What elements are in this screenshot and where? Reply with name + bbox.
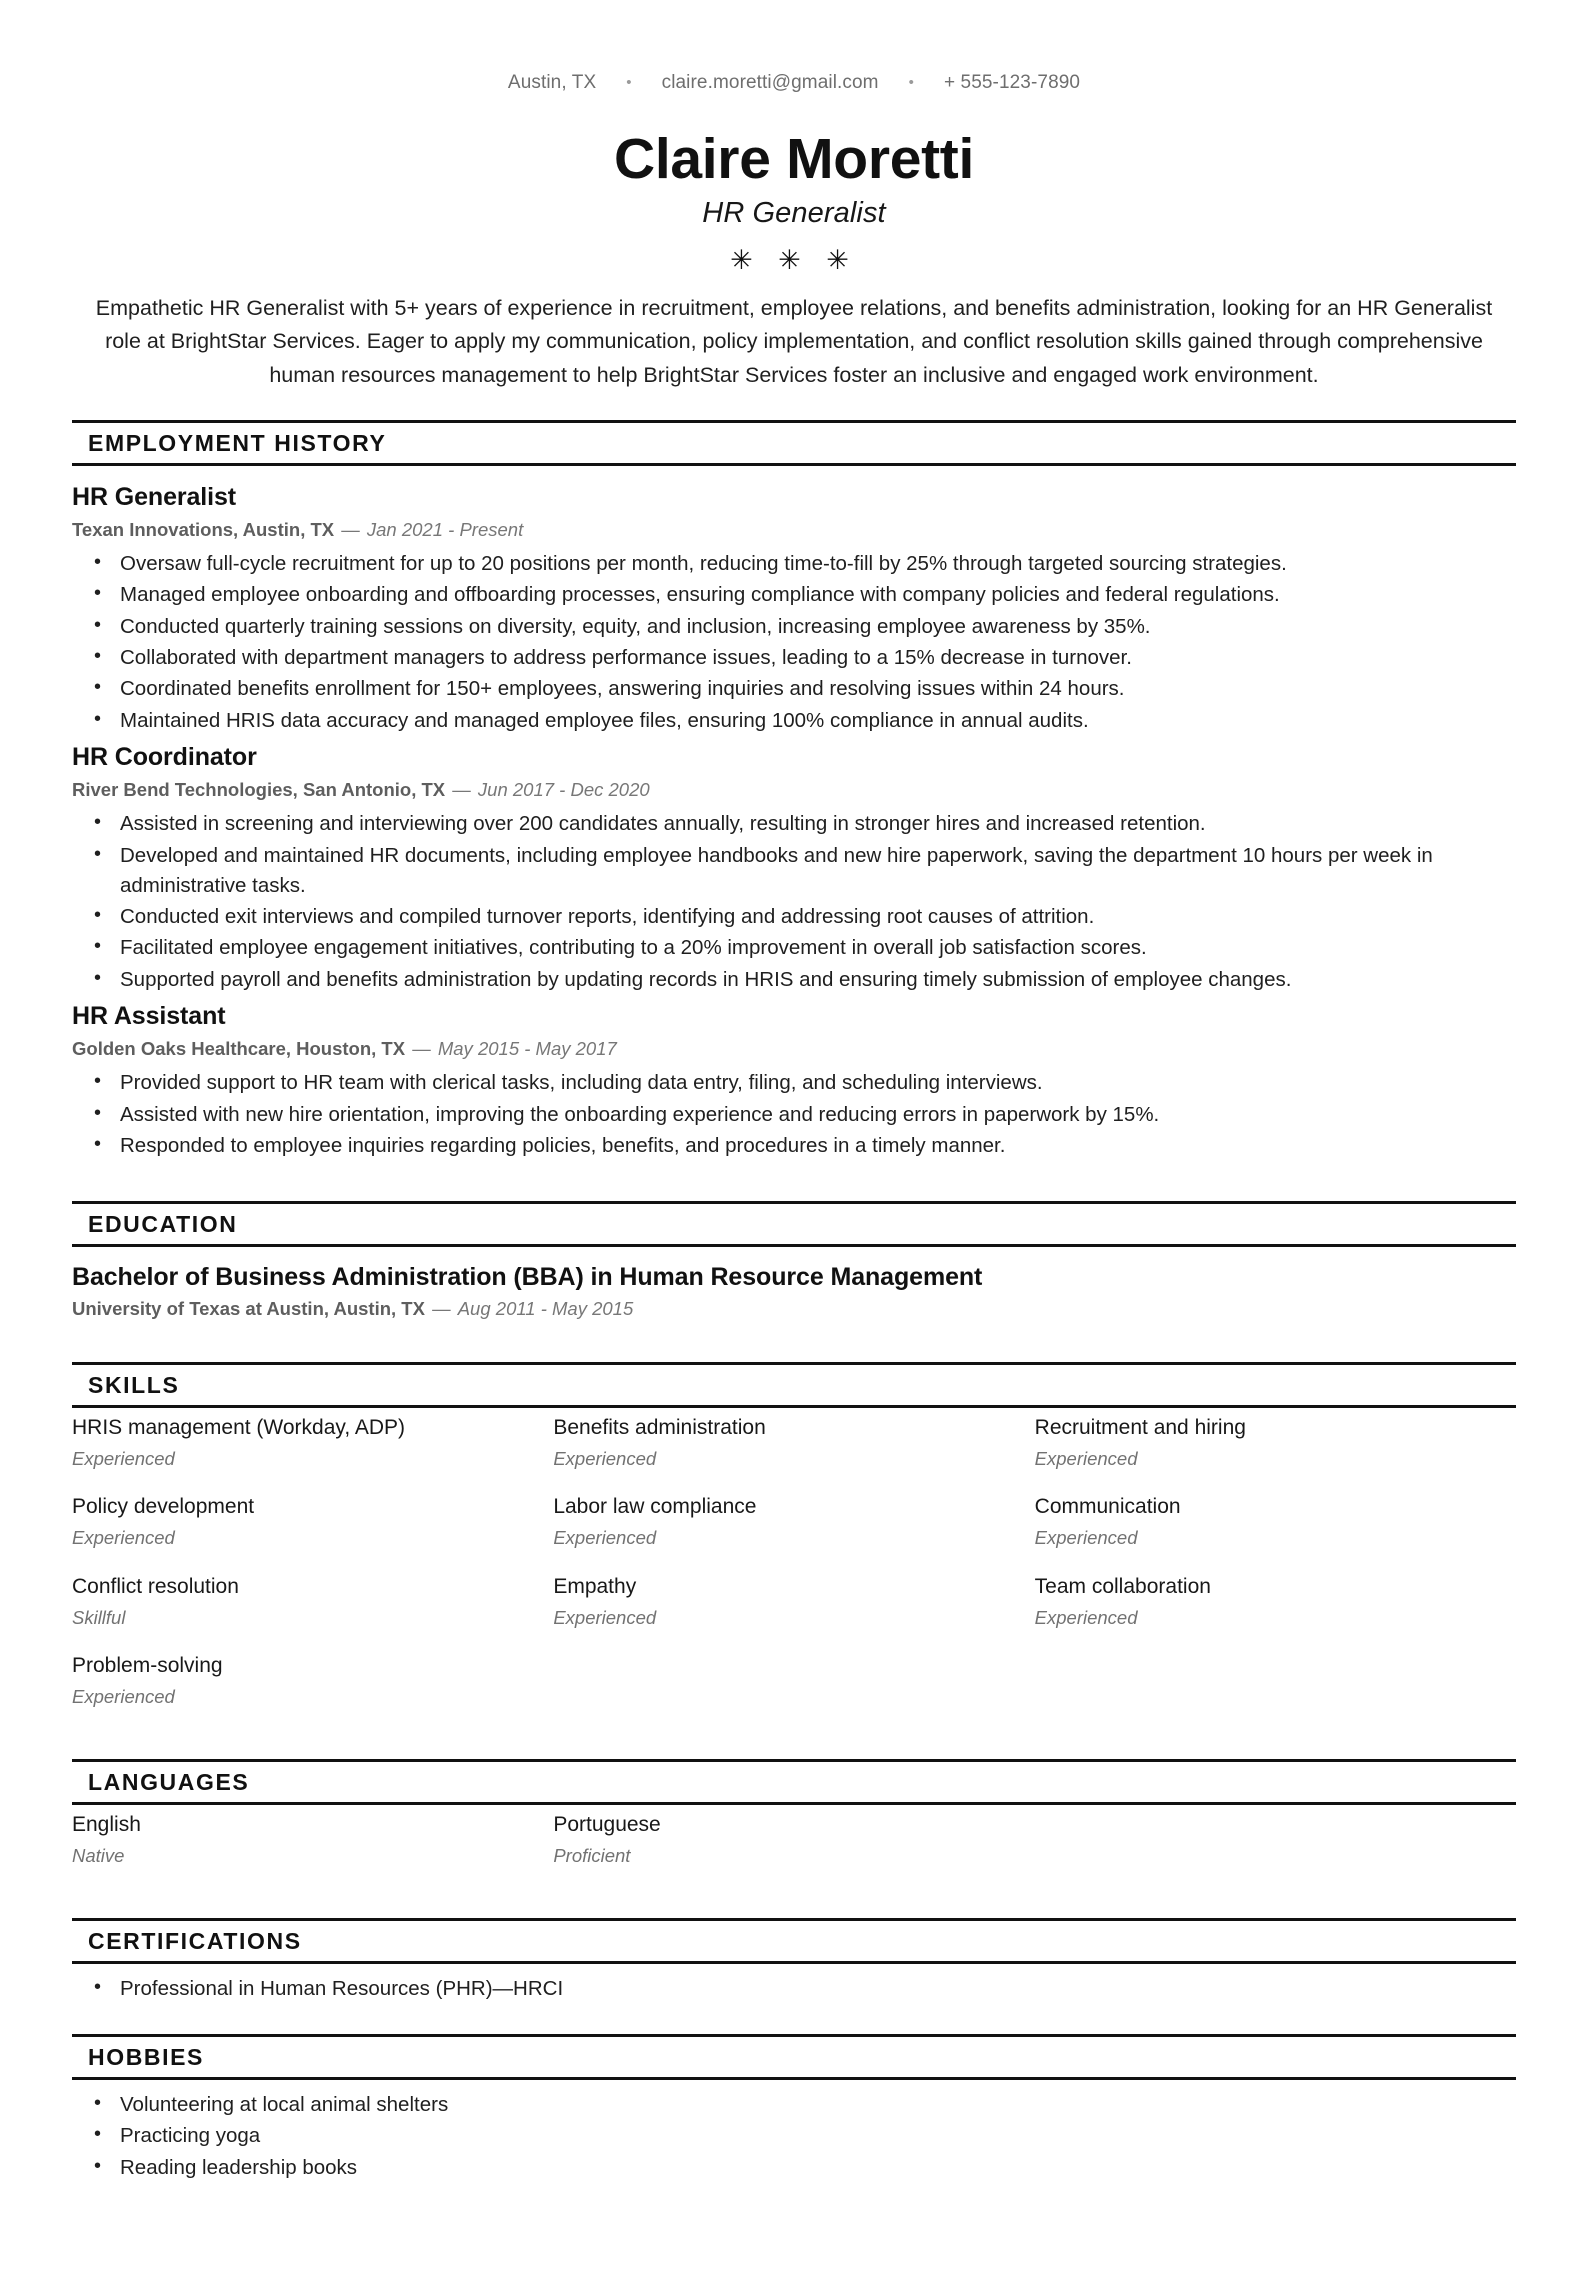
contact-bar xyxy=(72,72,1516,94)
section-title-languages: LANGUAGES xyxy=(88,1769,250,1796)
skill-level: Experienced xyxy=(553,1448,657,1470)
certifications-body xyxy=(72,1964,1516,2004)
employment-job-title: HR Assistant xyxy=(72,1002,226,1031)
section-education xyxy=(72,1201,1516,1322)
employment-bullet: • Supported payroll and benefits administration by updating records in HRIS and ensuring timely submission of employee changes. xyxy=(72,965,1516,995)
employment-entry xyxy=(72,482,1516,736)
education-meta-dash: — xyxy=(432,1298,451,1320)
employment-bullet-list xyxy=(72,1068,1516,1161)
employment-bullet-list xyxy=(72,809,1516,995)
asterisk-divider-icon: ✳ ✳ ✳ xyxy=(730,244,858,275)
education-meta xyxy=(72,1297,1516,1322)
section-title-education: EDUCATION xyxy=(88,1211,238,1238)
employment-job-title: HR Coordinator xyxy=(72,742,257,771)
section-title-certifications: CERTIFICATIONS xyxy=(88,1928,302,1955)
certification-item: • Professional in Human Resources (PHR)—HRCI xyxy=(72,1974,1516,2004)
section-title-hobbies: HOBBIES xyxy=(88,2044,204,2071)
language-item xyxy=(553,1811,1034,1868)
hobbies-list xyxy=(72,2090,1516,2183)
employment-bullet: • Coordinated benefits enrollment for 150+ employees, answering inquiries and resolving issues within 24 hours. xyxy=(72,674,1516,704)
skill-level: Experienced xyxy=(1034,1606,1138,1628)
employment-bullet: • Assisted with new hire orientation, improving the onboarding experience and reducing errors in paperwork by 15%. xyxy=(72,1100,1516,1130)
employment-meta-dash: — xyxy=(452,779,471,801)
employment-bullet: • Facilitated employee engagement initiatives, contributing to a 20% improvement in overall job satisfaction scores. xyxy=(72,933,1516,963)
employment-bullet: • Conducted exit interviews and compiled turnover reports, identifying and addressing root causes of attrition. xyxy=(72,902,1516,932)
contact-separator-2: • xyxy=(908,73,914,91)
skill-item xyxy=(72,1493,553,1550)
employment-organization: River Bend Technologies, San Antonio, TX xyxy=(72,779,446,801)
skill-name: Problem-solving xyxy=(72,1653,223,1677)
skill-level: Skillful xyxy=(72,1606,126,1628)
contact-phone[interactable]: + 555-123-7890 xyxy=(943,72,1081,93)
hobbies-body xyxy=(72,2080,1516,2183)
skill-item xyxy=(553,1493,1034,1550)
section-certifications xyxy=(72,1918,1516,2004)
language-item xyxy=(72,1811,553,1868)
section-header-languages xyxy=(72,1759,1516,1805)
spacer xyxy=(72,2010,1516,2034)
candidate-job-title: HR Generalist xyxy=(702,196,886,229)
skill-name: Empathy xyxy=(553,1574,637,1598)
contact-location: Austin, TX xyxy=(507,72,597,93)
skill-level: Experienced xyxy=(1034,1527,1138,1549)
skill-item xyxy=(553,1573,1034,1630)
employment-meta-dash: — xyxy=(341,519,360,541)
employment-bullet-list xyxy=(72,549,1516,736)
spacer xyxy=(72,1735,1516,1759)
employment-bullet: • Managed employee onboarding and offboarding processes, ensuring compliance with company policies and federal regulations. xyxy=(72,580,1516,610)
skill-level: Experienced xyxy=(72,1527,175,1549)
section-header-skills xyxy=(72,1362,1516,1408)
skill-level: Experienced xyxy=(1034,1448,1138,1470)
employment-entries xyxy=(72,466,1516,1162)
employment-dates: Jan 2021 - Present xyxy=(366,519,524,541)
employment-bullet: • Provided support to HR team with clerical tasks, including data entry, filing, and scheduling interviews. xyxy=(72,1068,1516,1098)
employment-bullet: • Maintained HRIS data accuracy and managed employee files, ensuring 100% compliance in annual audits. xyxy=(72,706,1516,736)
skill-level: Experienced xyxy=(72,1448,175,1470)
section-skills xyxy=(72,1362,1516,1731)
skill-level: Experienced xyxy=(72,1686,175,1708)
section-header-hobbies xyxy=(72,2034,1516,2080)
employment-bullet: • Assisted in screening and interviewing over 200 candidates annually, resulting in stronger hires and increased retention. xyxy=(72,809,1516,839)
language-level: Proficient xyxy=(553,1845,631,1867)
section-employment-history xyxy=(72,420,1516,1161)
certifications-list xyxy=(72,1974,1516,2004)
skill-name: Communication xyxy=(1034,1495,1181,1519)
skill-level: Experienced xyxy=(553,1606,657,1628)
employment-bullet: • Oversaw full-cycle recruitment for up to 20 positions per month, reducing time-to-fill by 25% through targeted sourcing strategies. xyxy=(72,549,1516,579)
language-item-empty xyxy=(1035,1811,1516,1868)
language-level: Native xyxy=(72,1845,125,1867)
section-hobbies xyxy=(72,2034,1516,2183)
skill-item xyxy=(72,1652,553,1709)
hobby-item: • Practicing yoga xyxy=(72,2121,1516,2151)
employment-dates: Jun 2017 - Dec 2020 xyxy=(477,779,650,801)
skill-name: Policy development xyxy=(72,1495,255,1519)
education-dates: Aug 2011 - May 2015 xyxy=(457,1298,634,1320)
candidate-name: Claire Moretti xyxy=(613,127,975,191)
section-header-certifications xyxy=(72,1918,1516,1964)
employment-meta xyxy=(72,778,1516,803)
employment-meta-dash: — xyxy=(412,1038,431,1060)
contact-separator-1: • xyxy=(626,73,632,91)
education-entries xyxy=(72,1247,1516,1322)
section-languages xyxy=(72,1759,1516,1890)
profile-summary: Empathetic HR Generalist with 5+ years of experience in recruitment, employee relations, and benefits administration, looking for an HR Generalist role at BrightStar Services. Eager to apply my communication, policy implementation, and conflict resolution skills gained through comprehensive human resources management to help BrightStar Services foster an inclusive and engaged work environment. xyxy=(95,296,1493,387)
section-header-education xyxy=(72,1201,1516,1247)
skill-name: HRIS management (Workday, ADP) xyxy=(72,1415,406,1439)
language-name: Portuguese xyxy=(553,1812,661,1836)
section-title-skills: SKILLS xyxy=(88,1372,180,1399)
skill-item xyxy=(72,1573,553,1630)
skill-name: Recruitment and hiring xyxy=(1034,1415,1246,1439)
employment-organization: Texan Innovations, Austin, TX xyxy=(72,519,335,541)
section-title-employment: EMPLOYMENT HISTORY xyxy=(88,430,387,457)
hobby-item: • Reading leadership books xyxy=(72,2153,1516,2183)
employment-bullet: • Conducted quarterly training sessions on diversity, equity, and inclusion, increasing employee awareness by 35%. xyxy=(72,612,1516,642)
section-header-employment xyxy=(72,420,1516,466)
spacer xyxy=(72,1167,1516,1201)
skill-item xyxy=(553,1414,1034,1471)
education-entry xyxy=(72,1263,1516,1322)
employment-meta xyxy=(72,518,1516,543)
employment-bullet: • Collaborated with department managers to address performance issues, leading to a 15% decrease in turnover. xyxy=(72,643,1516,673)
contact-email[interactable]: claire.moretti@gmail.com xyxy=(661,72,879,93)
employment-bullet: • Responded to employee inquiries regarding policies, benefits, and procedures in a timely manner. xyxy=(72,1131,1516,1161)
skill-name: Benefits administration xyxy=(553,1415,766,1439)
skill-name: Team collaboration xyxy=(1034,1574,1211,1598)
skill-item xyxy=(72,1414,553,1471)
spacer xyxy=(72,1328,1516,1362)
spacer xyxy=(72,1894,1516,1918)
employment-bullet: • Developed and maintained HR documents, including employee handbooks and new hire paperwork, saving the department 10 hours per week in administrative tasks. xyxy=(72,841,1516,902)
education-institution: University of Texas at Austin, Austin, TX xyxy=(72,1298,425,1320)
skill-item xyxy=(1035,1493,1516,1550)
education-degree: Bachelor of Business Administration (BBA) in Human Resource Management xyxy=(72,1263,983,1292)
skill-name: Labor law compliance xyxy=(553,1495,757,1519)
languages-grid xyxy=(72,1805,1516,1890)
employment-entry xyxy=(72,742,1516,995)
employment-dates: May 2015 - May 2017 xyxy=(437,1038,617,1060)
hobby-item: • Volunteering at local animal shelters xyxy=(72,2090,1516,2120)
employment-meta xyxy=(72,1037,1516,1062)
language-name: English xyxy=(72,1812,141,1836)
employment-entry xyxy=(72,1001,1516,1161)
skill-item xyxy=(1035,1414,1516,1471)
employment-job-title: HR Generalist xyxy=(72,482,237,511)
employment-organization: Golden Oaks Healthcare, Houston, TX xyxy=(72,1038,406,1060)
skill-level: Experienced xyxy=(553,1527,657,1549)
skill-name: Conflict resolution xyxy=(72,1574,239,1598)
skill-item xyxy=(1035,1573,1516,1630)
skills-grid xyxy=(72,1408,1516,1731)
